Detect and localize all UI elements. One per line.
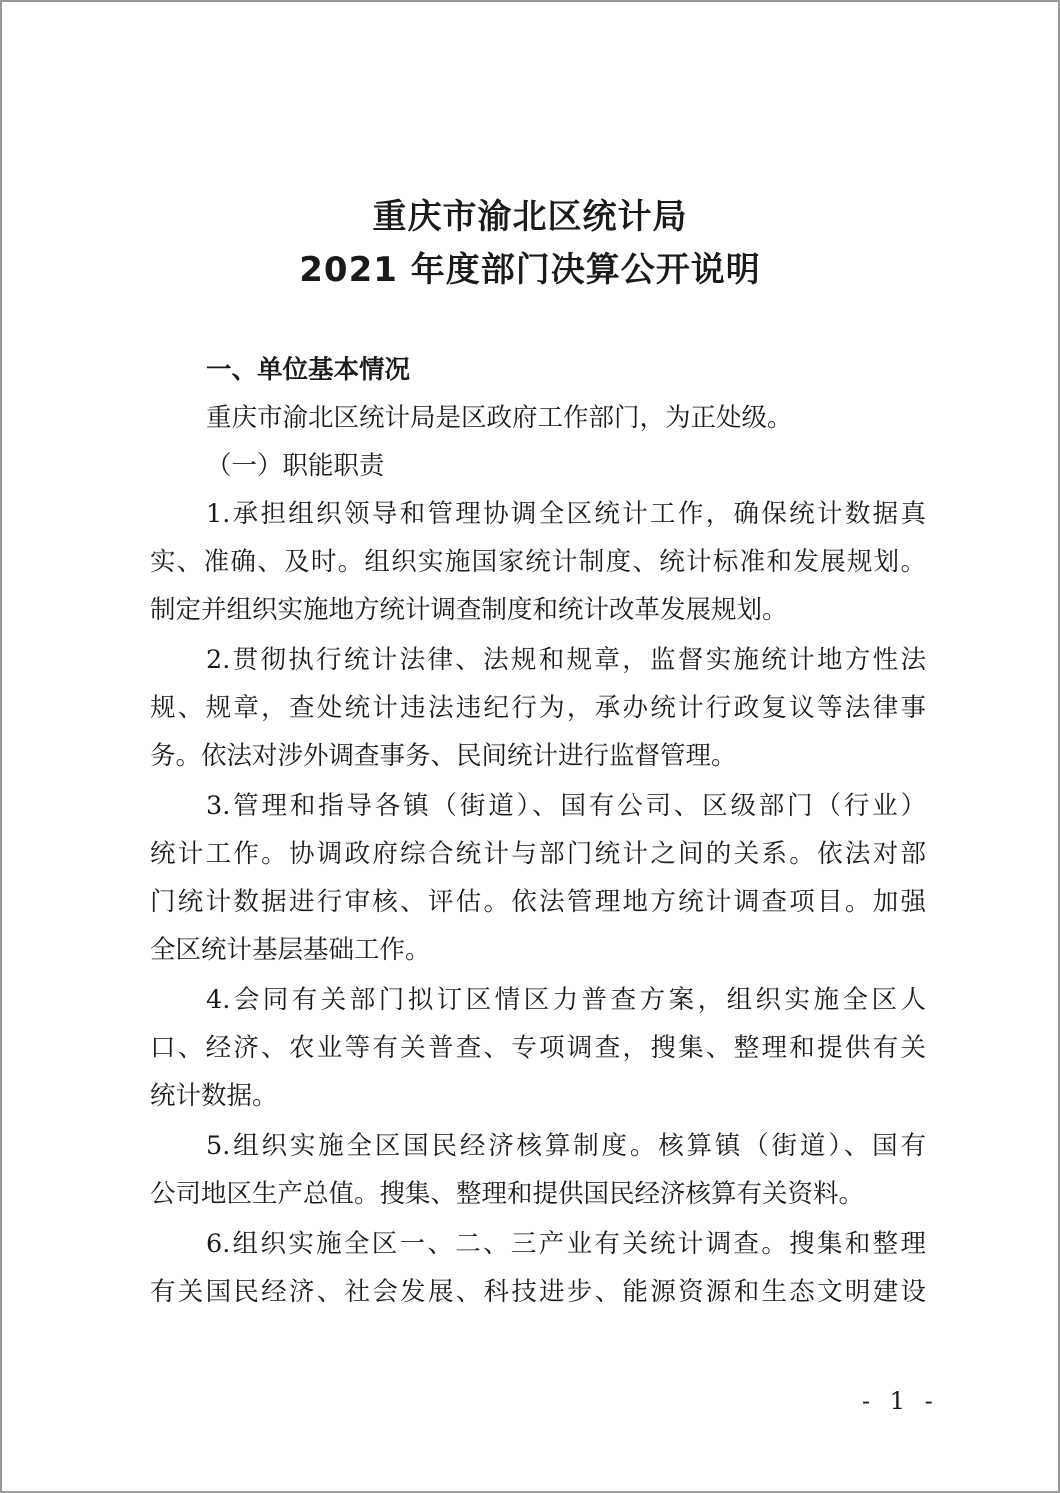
duty-3-line-3: 门统计数据进行审核、评估。依法管理地方统计调查项目。加强 xyxy=(150,887,926,917)
subsection-heading: （一）职能职责 xyxy=(206,451,385,481)
duty-1-line-1: 1.承担组织领导和管理协调全区统计工作，确保统计数据真 xyxy=(206,499,926,529)
duty-6-line-1: 6.组织实施全区一、二、三产业有关统计调查。搜集和整理 xyxy=(206,1229,926,1259)
duty-1-line-2: 实、准确、及时。组织实施国家统计制度、统计标准和发展规划。 xyxy=(150,547,926,577)
duty-5-line-1: 5.组织实施全区国民经济核算制度。核算镇（街道）、国有 xyxy=(206,1131,926,1161)
document-title-line2: 2021 年度部门决算公开说明 xyxy=(299,250,761,290)
page-number: - 1 - xyxy=(862,1387,939,1415)
duty-6-line-2: 有关国民经济、社会发展、科技进步、能源资源和生态文明建设 xyxy=(150,1277,926,1307)
document-title-line1: 重庆市渝北区统计局 xyxy=(372,197,688,237)
intro-paragraph: 重庆市渝北区统计局是区政府工作部门，为正处级。 xyxy=(206,403,793,433)
duty-1-line-3: 制定并组织实施地方统计调查制度和统计改革发展规划。 xyxy=(150,595,788,625)
section-heading: 一、单位基本情况 xyxy=(206,355,411,385)
duty-4-line-2: 口、经济、农业等有关普查、专项调查，搜集、整理和提供有关 xyxy=(150,1033,926,1063)
duty-2-line-1: 2.贯彻执行统计法律、法规和规章，监督实施统计地方性法 xyxy=(206,645,926,675)
duty-4-line-1: 4.会同有关部门拟订区情区力普查方案，组织实施全区人 xyxy=(206,985,926,1015)
duty-5-line-2: 公司地区生产总值。搜集、整理和提供国民经济核算有关资料。 xyxy=(150,1179,865,1209)
duty-4-line-3: 统计数据。 xyxy=(150,1081,278,1111)
duty-3-line-1: 3.管理和指导各镇（街道）、国有公司、区级部门（行业） xyxy=(206,791,926,821)
duty-2-line-3: 务。依法对涉外调查事务、民间统计进行监督管理。 xyxy=(150,741,737,771)
duty-3-line-4: 全区统计基层基础工作。 xyxy=(150,935,431,965)
duty-3-line-2: 统计工作。协调政府综合统计与部门统计之间的关系。依法对部 xyxy=(150,839,926,869)
duty-2-line-2: 规、规章，查处统计违法违纪行为，承办统计行政复议等法律事 xyxy=(150,693,926,723)
